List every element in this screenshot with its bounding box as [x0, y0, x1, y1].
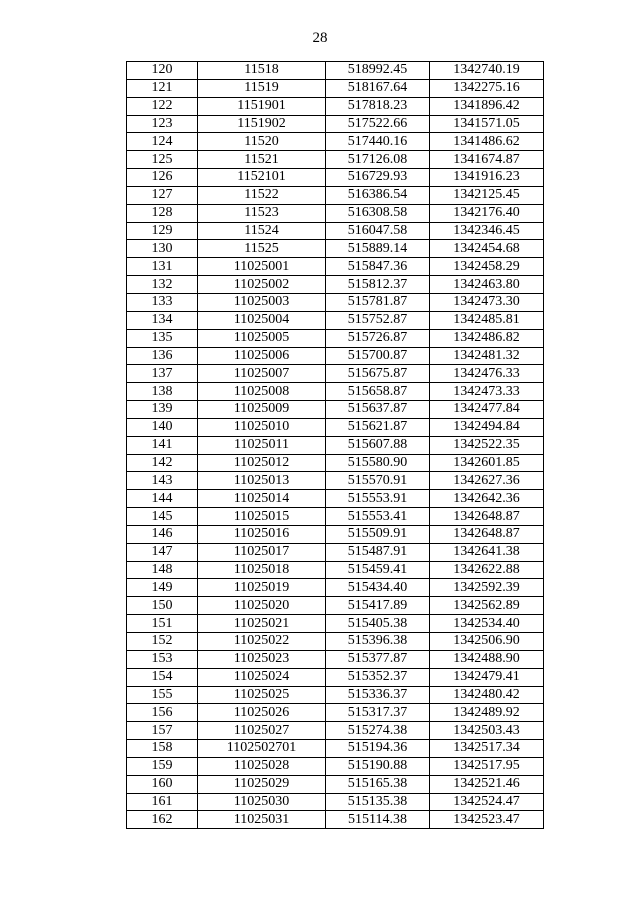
table-row [127, 204, 544, 222]
x-coordinate-cell: 518992.45 [326, 62, 430, 80]
row-number-cell: 133 [127, 293, 198, 311]
x-coordinate-cell: 517818.23 [326, 97, 430, 115]
point-id-cell: 11025022 [198, 633, 326, 651]
row-number-cell: 136 [127, 347, 198, 365]
table-row [127, 222, 544, 240]
y-coordinate-cell: 1342534.40 [430, 615, 544, 633]
y-coordinate-cell: 1342486.82 [430, 329, 544, 347]
y-coordinate-cell: 1342473.30 [430, 293, 544, 311]
y-coordinate-cell: 1342522.35 [430, 436, 544, 454]
table-row [127, 454, 544, 472]
table-row [127, 633, 544, 651]
table-row [127, 472, 544, 490]
point-id-cell: 1102502701 [198, 740, 326, 758]
y-coordinate-cell: 1342523.47 [430, 811, 544, 829]
y-coordinate-cell: 1342622.88 [430, 561, 544, 579]
table-row [127, 240, 544, 258]
point-id-cell: 11025016 [198, 525, 326, 543]
y-coordinate-cell: 1342641.38 [430, 543, 544, 561]
table-row [127, 597, 544, 615]
x-coordinate-cell: 515274.38 [326, 722, 430, 740]
point-id-cell: 11025002 [198, 276, 326, 294]
table-row [127, 704, 544, 722]
x-coordinate-cell: 516047.58 [326, 222, 430, 240]
y-coordinate-cell: 1342601.85 [430, 454, 544, 472]
y-coordinate-cell: 1342489.92 [430, 704, 544, 722]
table-row [127, 133, 544, 151]
table-row [127, 740, 544, 758]
table-row [127, 258, 544, 276]
row-number-cell: 121 [127, 79, 198, 97]
table-row [127, 543, 544, 561]
table-row [127, 793, 544, 811]
point-id-cell: 11025023 [198, 650, 326, 668]
y-coordinate-cell: 1342485.81 [430, 311, 544, 329]
point-id-cell: 11025017 [198, 543, 326, 561]
table-row [127, 775, 544, 793]
row-number-cell: 126 [127, 169, 198, 187]
table-row [127, 525, 544, 543]
row-number-cell: 124 [127, 133, 198, 151]
x-coordinate-cell: 515165.38 [326, 775, 430, 793]
row-number-cell: 140 [127, 418, 198, 436]
row-number-cell: 150 [127, 597, 198, 615]
row-number-cell: 149 [127, 579, 198, 597]
point-id-cell: 11025010 [198, 418, 326, 436]
point-id-cell: 11025013 [198, 472, 326, 490]
point-id-cell: 11524 [198, 222, 326, 240]
y-coordinate-cell: 1342488.90 [430, 650, 544, 668]
x-coordinate-cell: 515434.40 [326, 579, 430, 597]
row-number-cell: 145 [127, 508, 198, 526]
table-row [127, 579, 544, 597]
x-coordinate-cell: 517126.08 [326, 151, 430, 169]
row-number-cell: 142 [127, 454, 198, 472]
x-coordinate-cell: 515190.88 [326, 757, 430, 775]
y-coordinate-cell: 1342506.90 [430, 633, 544, 651]
table-row [127, 650, 544, 668]
x-coordinate-cell: 515752.87 [326, 311, 430, 329]
y-coordinate-cell: 1342480.42 [430, 686, 544, 704]
row-number-cell: 157 [127, 722, 198, 740]
point-id-cell: 11025026 [198, 704, 326, 722]
x-coordinate-cell: 515553.91 [326, 490, 430, 508]
row-number-cell: 137 [127, 365, 198, 383]
point-id-cell: 1151901 [198, 97, 326, 115]
y-coordinate-cell: 1342463.80 [430, 276, 544, 294]
y-coordinate-cell: 1342592.39 [430, 579, 544, 597]
row-number-cell: 154 [127, 668, 198, 686]
x-coordinate-cell: 515637.87 [326, 401, 430, 419]
point-id-cell: 1151902 [198, 115, 326, 133]
row-number-cell: 122 [127, 97, 198, 115]
table-row [127, 151, 544, 169]
row-number-cell: 159 [127, 757, 198, 775]
x-coordinate-cell: 516729.93 [326, 169, 430, 187]
x-coordinate-cell: 515570.91 [326, 472, 430, 490]
row-number-cell: 147 [127, 543, 198, 561]
y-coordinate-cell: 1342740.19 [430, 62, 544, 80]
point-id-cell: 11519 [198, 79, 326, 97]
row-number-cell: 135 [127, 329, 198, 347]
row-number-cell: 161 [127, 793, 198, 811]
x-coordinate-cell: 515114.38 [326, 811, 430, 829]
x-coordinate-cell: 515658.87 [326, 383, 430, 401]
x-coordinate-cell: 515812.37 [326, 276, 430, 294]
y-coordinate-cell: 1342176.40 [430, 204, 544, 222]
x-coordinate-cell: 515675.87 [326, 365, 430, 383]
row-number-cell: 156 [127, 704, 198, 722]
row-number-cell: 153 [127, 650, 198, 668]
point-id-cell: 11025009 [198, 401, 326, 419]
point-id-cell: 11025027 [198, 722, 326, 740]
point-id-cell: 11025021 [198, 615, 326, 633]
row-number-cell: 141 [127, 436, 198, 454]
x-coordinate-cell: 515726.87 [326, 329, 430, 347]
point-id-cell: 11025003 [198, 293, 326, 311]
coordinates-table-body [127, 62, 544, 829]
x-coordinate-cell: 518167.64 [326, 79, 430, 97]
table-row [127, 686, 544, 704]
row-number-cell: 151 [127, 615, 198, 633]
point-id-cell: 11025007 [198, 365, 326, 383]
point-id-cell: 11025015 [198, 508, 326, 526]
point-id-cell: 11025011 [198, 436, 326, 454]
table-row [127, 436, 544, 454]
point-id-cell: 11025025 [198, 686, 326, 704]
x-coordinate-cell: 515336.37 [326, 686, 430, 704]
x-coordinate-cell: 515847.36 [326, 258, 430, 276]
row-number-cell: 128 [127, 204, 198, 222]
row-number-cell: 130 [127, 240, 198, 258]
y-coordinate-cell: 1342476.33 [430, 365, 544, 383]
table-row [127, 347, 544, 365]
point-id-cell: 11025014 [198, 490, 326, 508]
table-row [127, 615, 544, 633]
x-coordinate-cell: 515580.90 [326, 454, 430, 472]
y-coordinate-cell: 1342454.68 [430, 240, 544, 258]
point-id-cell: 11521 [198, 151, 326, 169]
y-coordinate-cell: 1341674.87 [430, 151, 544, 169]
x-coordinate-cell: 517440.16 [326, 133, 430, 151]
row-number-cell: 139 [127, 401, 198, 419]
x-coordinate-cell: 515607.88 [326, 436, 430, 454]
y-coordinate-cell: 1341486.62 [430, 133, 544, 151]
table-row [127, 276, 544, 294]
point-id-cell: 11025012 [198, 454, 326, 472]
point-id-cell: 11522 [198, 186, 326, 204]
x-coordinate-cell: 515377.87 [326, 650, 430, 668]
row-number-cell: 125 [127, 151, 198, 169]
y-coordinate-cell: 1341916.23 [430, 169, 544, 187]
row-number-cell: 158 [127, 740, 198, 758]
table-row [127, 329, 544, 347]
table-row [127, 757, 544, 775]
x-coordinate-cell: 516386.54 [326, 186, 430, 204]
y-coordinate-cell: 1342627.36 [430, 472, 544, 490]
point-id-cell: 11025005 [198, 329, 326, 347]
table-row [127, 311, 544, 329]
point-id-cell: 11518 [198, 62, 326, 80]
row-number-cell: 148 [127, 561, 198, 579]
point-id-cell: 11520 [198, 133, 326, 151]
point-id-cell: 11025006 [198, 347, 326, 365]
x-coordinate-cell: 515352.37 [326, 668, 430, 686]
y-coordinate-cell: 1342524.47 [430, 793, 544, 811]
x-coordinate-cell: 517522.66 [326, 115, 430, 133]
table-row [127, 293, 544, 311]
table-row [127, 418, 544, 436]
page-number: 28 [312, 30, 328, 46]
y-coordinate-cell: 1342275.16 [430, 79, 544, 97]
point-id-cell: 11025019 [198, 579, 326, 597]
x-coordinate-cell: 515417.89 [326, 597, 430, 615]
y-coordinate-cell: 1342125.45 [430, 186, 544, 204]
point-id-cell: 11025018 [198, 561, 326, 579]
y-coordinate-cell: 1342648.87 [430, 508, 544, 526]
table-row [127, 115, 544, 133]
y-coordinate-cell: 1341571.05 [430, 115, 544, 133]
point-id-cell: 11025024 [198, 668, 326, 686]
row-number-cell: 152 [127, 633, 198, 651]
point-id-cell: 11025001 [198, 258, 326, 276]
y-coordinate-cell: 1341896.42 [430, 97, 544, 115]
y-coordinate-cell: 1342479.41 [430, 668, 544, 686]
row-number-cell: 129 [127, 222, 198, 240]
point-id-cell: 11025029 [198, 775, 326, 793]
x-coordinate-cell: 515487.91 [326, 543, 430, 561]
y-coordinate-cell: 1342562.89 [430, 597, 544, 615]
row-number-cell: 144 [127, 490, 198, 508]
point-id-cell: 1152101 [198, 169, 326, 187]
point-id-cell: 11025004 [198, 311, 326, 329]
x-coordinate-cell: 515621.87 [326, 418, 430, 436]
row-number-cell: 120 [127, 62, 198, 80]
x-coordinate-cell: 515459.41 [326, 561, 430, 579]
row-number-cell: 155 [127, 686, 198, 704]
point-id-cell: 11525 [198, 240, 326, 258]
row-number-cell: 123 [127, 115, 198, 133]
y-coordinate-cell: 1342521.46 [430, 775, 544, 793]
y-coordinate-cell: 1342648.87 [430, 525, 544, 543]
x-coordinate-cell: 515889.14 [326, 240, 430, 258]
x-coordinate-cell: 515194.36 [326, 740, 430, 758]
x-coordinate-cell: 515553.41 [326, 508, 430, 526]
point-id-cell: 11025028 [198, 757, 326, 775]
x-coordinate-cell: 515317.37 [326, 704, 430, 722]
x-coordinate-cell: 516308.58 [326, 204, 430, 222]
row-number-cell: 131 [127, 258, 198, 276]
point-id-cell: 11025020 [198, 597, 326, 615]
y-coordinate-cell: 1342458.29 [430, 258, 544, 276]
coordinates-table [126, 61, 544, 829]
point-id-cell: 11025031 [198, 811, 326, 829]
table-row [127, 561, 544, 579]
row-number-cell: 160 [127, 775, 198, 793]
y-coordinate-cell: 1342473.33 [430, 383, 544, 401]
row-number-cell: 146 [127, 525, 198, 543]
y-coordinate-cell: 1342517.34 [430, 740, 544, 758]
x-coordinate-cell: 515405.38 [326, 615, 430, 633]
y-coordinate-cell: 1342481.32 [430, 347, 544, 365]
y-coordinate-cell: 1342346.45 [430, 222, 544, 240]
table-row [127, 490, 544, 508]
table-row [127, 722, 544, 740]
table-row [127, 79, 544, 97]
point-id-cell: 11523 [198, 204, 326, 222]
row-number-cell: 138 [127, 383, 198, 401]
table-row [127, 169, 544, 187]
table-row [127, 365, 544, 383]
y-coordinate-cell: 1342503.43 [430, 722, 544, 740]
y-coordinate-cell: 1342517.95 [430, 757, 544, 775]
row-number-cell: 127 [127, 186, 198, 204]
row-number-cell: 143 [127, 472, 198, 490]
x-coordinate-cell: 515781.87 [326, 293, 430, 311]
y-coordinate-cell: 1342494.84 [430, 418, 544, 436]
y-coordinate-cell: 1342477.84 [430, 401, 544, 419]
row-number-cell: 134 [127, 311, 198, 329]
table-row [127, 508, 544, 526]
row-number-cell: 162 [127, 811, 198, 829]
point-id-cell: 11025030 [198, 793, 326, 811]
point-id-cell: 11025008 [198, 383, 326, 401]
table-row [127, 811, 544, 829]
table-row [127, 97, 544, 115]
table-row [127, 62, 544, 80]
table-row [127, 383, 544, 401]
table-row [127, 186, 544, 204]
row-number-cell: 132 [127, 276, 198, 294]
x-coordinate-cell: 515135.38 [326, 793, 430, 811]
table-row [127, 401, 544, 419]
y-coordinate-cell: 1342642.36 [430, 490, 544, 508]
x-coordinate-cell: 515509.91 [326, 525, 430, 543]
x-coordinate-cell: 515700.87 [326, 347, 430, 365]
x-coordinate-cell: 515396.38 [326, 633, 430, 651]
table-row [127, 668, 544, 686]
